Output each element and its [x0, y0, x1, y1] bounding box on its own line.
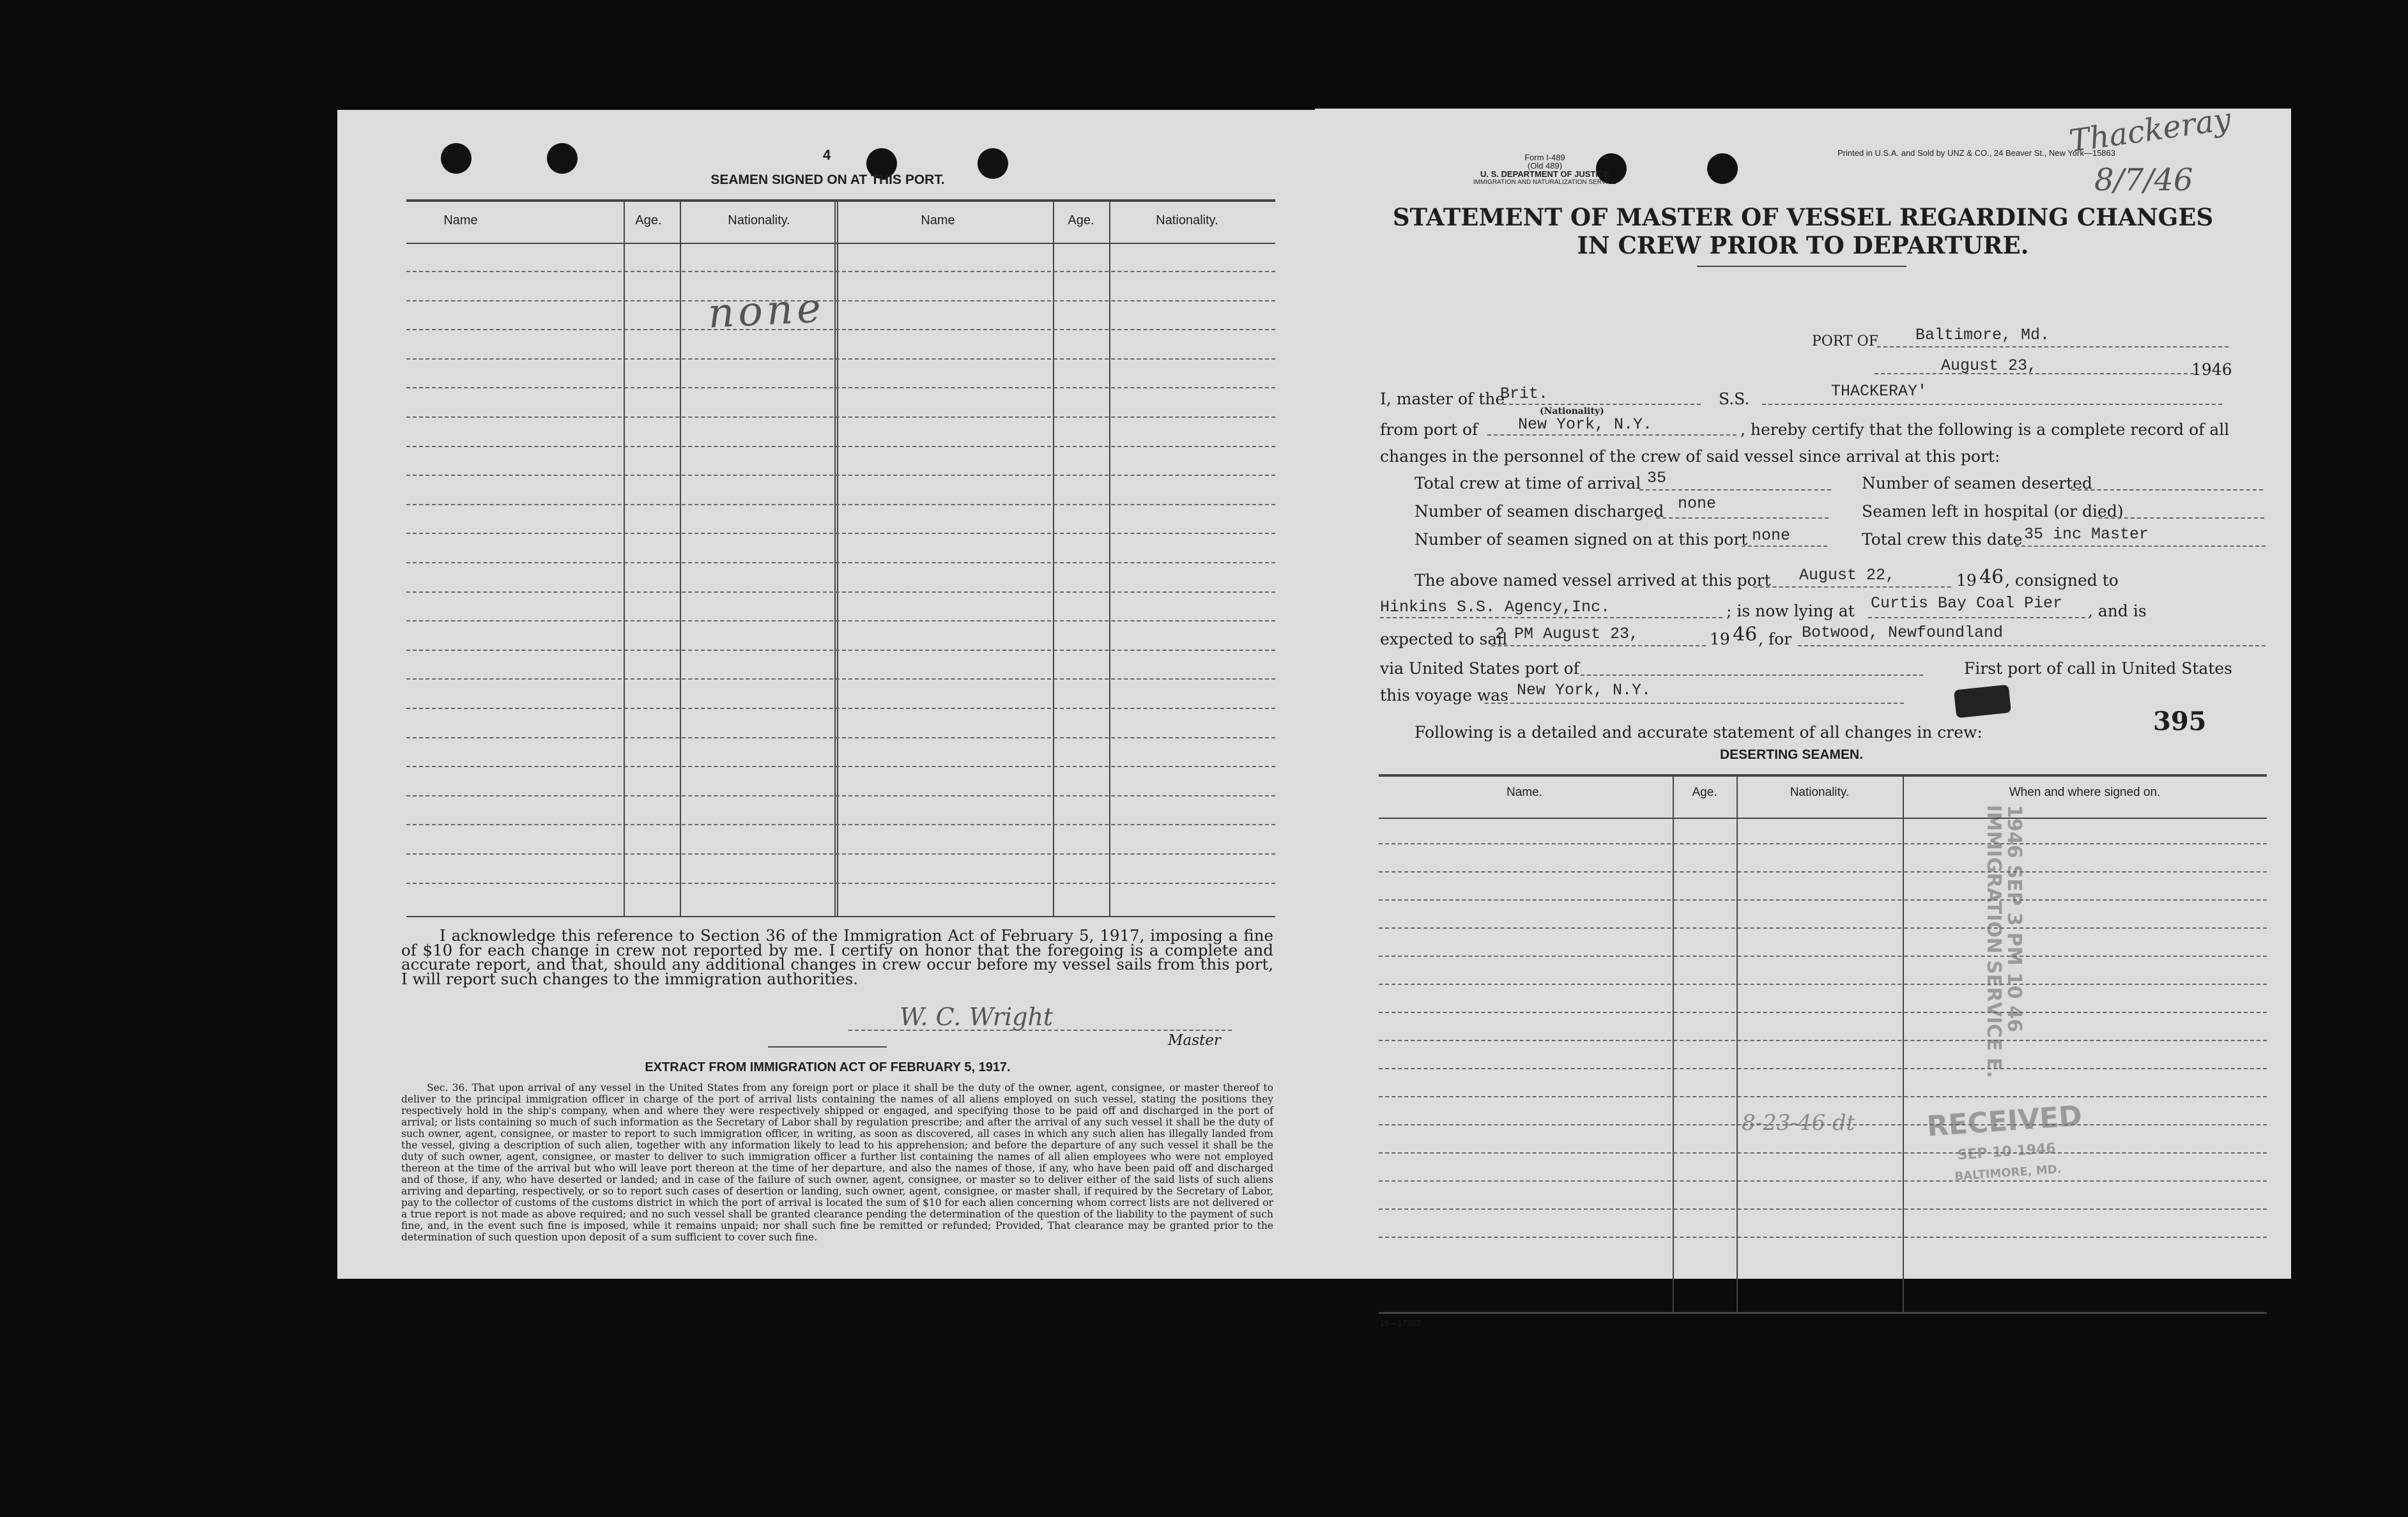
handwritten-ship-name: Thackeray [2067, 101, 2234, 160]
table-row-line [406, 416, 1275, 418]
left-page [337, 110, 1318, 1279]
table-row-line [1379, 1237, 2267, 1238]
hospital-label: Seamen left in hospital (or died) [1862, 502, 2124, 521]
col-header-when-where: When and where signed on. [2009, 786, 2161, 799]
table-row-line [1379, 1096, 2267, 1097]
consigned-text: , consigned to [2005, 571, 2119, 590]
page-number: 4 [823, 147, 831, 163]
department: U. S. DEPARTMENT OF JUSTICE [1480, 169, 1609, 179]
port-label: PORT OF [1812, 333, 1878, 349]
total-crew-value: 35 [1647, 469, 1667, 487]
acknowledgment-text: I acknowledge this reference to Section 36 of the Immigration Act of February 5, 1917, imposing a fine of $10 for each change in crew not reported by me. I certify on honor that the foregoing is a complete and accurate report, and that, should any additional changes in crew occur before my vessel sails from this port, I will report such changes to the immigration authorities. [401, 926, 1273, 988]
signed-on-label: Number of seamen signed on at this port [1415, 530, 1748, 549]
via-line [1581, 675, 1923, 676]
voyage-line [1485, 703, 1904, 704]
port-line [1877, 346, 2228, 347]
total-date-label: Total crew this date [1862, 530, 2023, 549]
deserted-line [2071, 489, 2263, 491]
table-row-line [1379, 843, 2267, 844]
table-row-line [406, 504, 1275, 505]
agent-value: Hinkins S.S. Agency,Inc. [1380, 598, 1611, 616]
table-header-rule [406, 243, 1275, 244]
ship-value: THACKERAY' [1831, 382, 1928, 400]
form-old-number: (Old 489) [1527, 161, 1563, 171]
first-port-text: First port of call in United States [1964, 659, 2232, 678]
col-divider [1109, 201, 1110, 916]
table-row-line [1379, 1068, 2267, 1069]
sail-line [1491, 645, 1706, 646]
sail-value: 2 PM August 23, [1495, 625, 1639, 643]
destination-line [1798, 645, 2266, 646]
received-stamp-office: BALTIMORE, MD. [1954, 1163, 2062, 1184]
sail-year-value: 46 [1733, 623, 1758, 646]
table-row-line [406, 446, 1275, 447]
form-number: Form I-489 [1524, 153, 1565, 162]
from-port-line [1487, 434, 1737, 436]
col-header-age-2: Age. [1068, 213, 1094, 227]
table-row-line [1379, 1152, 2267, 1154]
table-bottom-rule [406, 916, 1275, 917]
pier-value: Curtis Bay Coal Pier [1871, 594, 2063, 613]
hospital-line [2098, 517, 2264, 519]
col-divider [1673, 775, 1674, 1312]
destination-value: Botwood, Newfoundland [1802, 623, 2004, 642]
punch-hole [1707, 153, 1738, 184]
signature-role: Master [1168, 1032, 1221, 1049]
col-divider [1053, 201, 1054, 916]
certify-text-2: changes in the personnel of the crew of said vessel since arrival at this port: [1380, 447, 2000, 466]
discharged-value: none [1678, 494, 1717, 513]
table-row-line [1379, 927, 2267, 929]
arrived-text: The above named vessel arrived at this port [1415, 571, 1771, 590]
arrived-value: August 22, [1799, 566, 1896, 584]
section-title: SEAMEN SIGNED ON AT THIS PORT. [710, 172, 945, 187]
punch-hole [441, 143, 472, 174]
handwritten-none: none [707, 284, 826, 338]
table-row-line [406, 562, 1275, 563]
expected-text: expected to sail [1380, 630, 1508, 648]
table-row-line [406, 387, 1275, 388]
punch-hole [547, 143, 578, 174]
ship-line [1762, 404, 2222, 405]
total-date-line [2015, 545, 2266, 547]
table-row-line [406, 329, 1275, 330]
table-row-line [406, 678, 1275, 680]
port-value: Baltimore, Md. [1915, 326, 2050, 344]
table-row-line [406, 766, 1275, 767]
table-row-line [406, 795, 1275, 797]
deserted-label: Number of seamen deserted [1862, 474, 2092, 492]
date-line [1875, 373, 2194, 374]
table-top-rule [406, 199, 1275, 202]
right-page [1315, 101, 2291, 1328]
title-rule [1697, 266, 1906, 267]
clearance-stamp-date: 1946 SEP 3 PM 10 46 [2003, 805, 2025, 1033]
col-divider [1903, 775, 1904, 1312]
col-header-nationality: Nationality. [728, 213, 790, 227]
table-row-line [1379, 1180, 2267, 1182]
arrived-line [1753, 586, 1951, 588]
following-text: Following is a detailed and accurate statement of all changes in crew: [1415, 723, 1982, 742]
discharged-line [1656, 517, 1829, 519]
deserting-title: DESERTING SEAMEN. [1720, 747, 1864, 762]
table-row-line [406, 300, 1275, 301]
col-divider [837, 201, 838, 916]
table-row-line [1379, 871, 2267, 873]
table-row-line [1379, 1208, 2267, 1210]
table-row-line [406, 650, 1275, 651]
service: IMMIGRATION AND NATURALIZATION SERVICE [1473, 179, 1617, 186]
clearance-stamp [1983, 805, 2024, 1078]
table-row-line [406, 475, 1275, 476]
table-row-line [1379, 1124, 2267, 1125]
printer-line: Printed in U.S.A. and Sold by UNZ & CO., 24 Beaver St., New York—15863 [1837, 148, 2115, 158]
form-title-line1: STATEMENT OF MASTER OF VESSEL REGARDING CHANGES [1392, 203, 2214, 231]
form-id [1404, 153, 1685, 187]
nationality-caption: (Nationality) [1540, 406, 1604, 416]
received-stamp [1926, 1100, 2086, 1185]
nationality-line [1503, 404, 1701, 405]
year-value: 1946 [2191, 360, 2232, 379]
and-is-text: , and is [2088, 602, 2147, 620]
table-row-line [406, 358, 1275, 360]
table-row-line [406, 620, 1275, 621]
master-signature: W. C. Wright [900, 1003, 1054, 1031]
ss-label: S.S. [1719, 390, 1750, 408]
date-value: August 23, [1941, 356, 2037, 375]
signed-on-value: none [1752, 526, 1791, 545]
col-divider [834, 201, 836, 916]
signed-on-line [1742, 545, 1827, 547]
voyage-value: New York, N.Y. [1517, 681, 1652, 699]
table-row-line [1379, 1040, 2267, 1041]
deserting-table-header-rule [1379, 818, 2267, 819]
stamp-number: 395 [2153, 706, 2207, 736]
agent-line [1380, 617, 1722, 618]
master-prefix: I, master of the [1380, 390, 1505, 408]
from-port-label: from port of [1380, 420, 1478, 439]
table-row-line [406, 591, 1275, 593]
extract-divider [768, 1046, 887, 1048]
pier-line [1868, 617, 2085, 618]
deserting-table-top [1379, 774, 2267, 777]
for-text: , for [1758, 630, 1792, 648]
table-row-line [406, 883, 1275, 884]
col-header-name: Name [443, 213, 478, 227]
from-port-value: New York, N.Y. [1518, 415, 1653, 434]
sail-year-prefix: 19 [1710, 630, 1730, 648]
signature-line [848, 1030, 1232, 1031]
col-header-name: Name. [1507, 786, 1542, 799]
clearance-stamp-office: IMMIGRATION SERVICE E. [1982, 805, 2005, 1078]
col-divider [1737, 775, 1738, 1312]
table-row-line [1379, 899, 2267, 901]
ink-blot [1954, 685, 2011, 719]
col-header-age: Age. [635, 213, 662, 227]
nationality-value: Brit. [1500, 385, 1549, 403]
table-row-line [1379, 984, 2267, 985]
total-date-value: 35 inc Master [2024, 525, 2149, 544]
form-title-line2: IN CREW PRIOR TO DEPARTURE. [1577, 231, 2029, 259]
col-header-age: Age. [1692, 786, 1717, 799]
extract-text: Sec. 36. That upon arrival of any vessel in the United States from any foreign port or place it shall be the duty of the owner, agent, consignee, or master thereof to deliver to the principal immigration officer in charge of the port of arrival lists containing the names of all aliens employed on such vessel, stating the positions they respectively hold in the ship's company, when and where they were respectively shipped or engaged, and specifying those to be paid off and discharged in the port of arrival; or lists containing so much of such information as the Secretary of Labor shall by regulation prescribe; and after the arrival of any such vessel it shall be the duty of such owner, agent, consignee, or master to report to such immigration officer, in writing, as soon as discovered, all cases in which any such alien has illegally landed from the vessel, giving a description of such alien, together with any information likely to lead to his apprehension; and before the departure of any such vessel it shall be the duty of such owner, agent, consignee, or master to deliver to such immigration officer a further list containing the names of all alien employees who were not employed thereon at the time of the arrival but who will leave port thereon at the time of her departure, and also the names of those, if any, who have been paid off and discharged and of those, if any, who have deserted or landed; and in case of the failure of such owner, agent, consignee, or master so to deliver either of the said lists of such aliens arriving and departing, respectively, or so to report such cases of desertion or landing, such owner, agent, consignee, or master shall, if required by the Secretary of Labor, pay to the collector of customs of the customs district in which the port of arrival is located the sum of $10 for each alien concerning whom correct lists are not delivered or a true report is not made as above required; and no such vessel shall be granted clearance pending the determination of the question of the liability to the payment of such fine, and, in the event such fine is imposed, while it remains unpaid; nor shall such fine be remitted or refunded; Provided, That clearance may be granted prior to the determination of such question upon deposit of a sum sufficient to cover such fine. [401, 1082, 1273, 1243]
table-row-line [406, 853, 1275, 855]
total-crew-line [1639, 489, 1831, 491]
col-header-nationality-2: Nationality. [1156, 213, 1218, 227]
received-stamp-date: SEP 10 1946 [1956, 1140, 2057, 1164]
arrived-year-prefix: 19 [1956, 571, 1977, 590]
table-row-line [406, 533, 1275, 534]
table-row-line [406, 737, 1275, 738]
table-row-line [1379, 956, 2267, 957]
certify-text: , hereby certify that the following is a complete record of all [1740, 420, 2230, 439]
col-divider [624, 201, 625, 916]
form-code: 16—17387 [1380, 1318, 1421, 1328]
handwritten-note: 8-23-46 dt [1742, 1110, 1855, 1136]
handwritten-date: 8/7/46 [2094, 162, 2193, 198]
lying-text: ; is now lying at [1726, 602, 1855, 620]
table-row-line [406, 708, 1275, 709]
via-text: via United States port of [1380, 659, 1579, 678]
voyage-text: this voyage was [1380, 686, 1509, 705]
arrived-year-value: 46 [1979, 566, 2004, 588]
col-header-nationality: Nationality. [1790, 786, 1850, 799]
discharged-label: Number of seamen discharged [1415, 502, 1664, 521]
total-crew-label: Total crew at time of arrival [1415, 474, 1641, 492]
table-row-line [1379, 1012, 2267, 1013]
extract-title: EXTRACT FROM IMMIGRATION ACT OF FEBRUARY 5, 1917. [645, 1060, 1011, 1074]
col-header-name-2: Name [921, 213, 955, 227]
received-stamp-title: RECEIVED [1926, 1099, 2083, 1143]
table-row-line [406, 824, 1275, 825]
table-row-line [406, 271, 1275, 272]
deserting-table-bottom [1379, 1312, 2267, 1314]
col-divider [680, 201, 681, 916]
